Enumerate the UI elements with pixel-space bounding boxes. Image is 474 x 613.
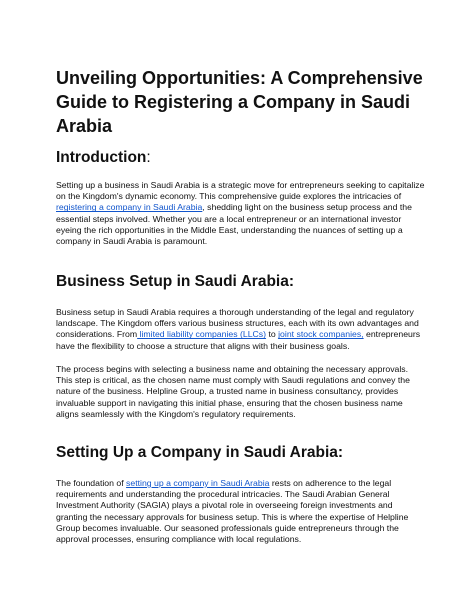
link-setting-up-company[interactable]: setting up a company in Saudi Arabia <box>126 478 270 488</box>
business-setup-text-1: Business setup in Saudi Arabia requires a thorough understanding of the legal and regulatory landscape. The Kingdom offers various business structures, each with its own advantages and considerations. From <box>56 307 419 340</box>
link-llc[interactable]: limited liability companies (LLCs) <box>137 329 267 340</box>
intro-paragraph <box>56 180 426 247</box>
link-joint-stock[interactable]: joint stock companies, <box>278 329 364 340</box>
business-setup-text-2: to <box>266 329 279 340</box>
business-setup-paragraph-1 <box>56 307 426 352</box>
intro-heading <box>56 149 426 167</box>
business-setup-heading: Business Setup in Saudi Arabia: <box>56 273 295 290</box>
setting-up-text-1: The foundation of <box>56 478 127 488</box>
intro-text-1: Setting up a business in Saudi Arabia is a strategic move for entrepreneurs seeking to capitalize on the Kingdom's dynamic economy. This comprehensive guide explores the intricacies of <box>56 180 425 202</box>
intro-text-2: , shedding light on the business setup process and the essential steps involved. Whether you are a local entrepreneur or an international investor eyeing the rich opportunities in the Middle East, understanding the nuances of setting up a company in Saudi Arabia is paramount. <box>56 202 412 247</box>
page-title: Unveiling Opportunities: A Comprehensive Guide to Registering a Company in Saudi Arabia <box>56 68 423 136</box>
business-setup-text-3: entrepreneurs have the flexibility to choose a structure that aligns with their business goals. <box>56 329 421 351</box>
setting-up-heading: Setting Up a Company in Saudi Arabia: <box>56 444 344 461</box>
setting-up-paragraph <box>56 478 426 545</box>
business-setup-paragraph-2: The process begins with selecting a business name and obtaining the necessary approvals. This step is critical, as the chosen name must comply with Saudi regulations and convey the nature of the business. Helpline Group, a trusted name in business consultancy, provides invaluable support in navigating this initial phase, ensuring that the chosen business name aligns seamlessly with the Kingdom's regulatory requirements. <box>56 364 410 419</box>
setting-up-text-2: rests on adherence to the legal requirements and understanding the procedural intricacies. The Saudi Arabian General Investment Authority (SAGIA) plays a pivotal role in overseeing foreign investments and granting the necessary approvals for business setup. This is where the expertise of Helpline Group becomes invaluable. Our seasoned professionals guide entrepreneurs through the approval processes, ensuring compliance with local regulations. <box>56 478 409 545</box>
intro-heading-text: Introduction <box>56 149 147 166</box>
link-registering-company[interactable]: registering a company in Saudi Arabia <box>56 202 203 213</box>
intro-heading-colon: : <box>146 149 151 166</box>
